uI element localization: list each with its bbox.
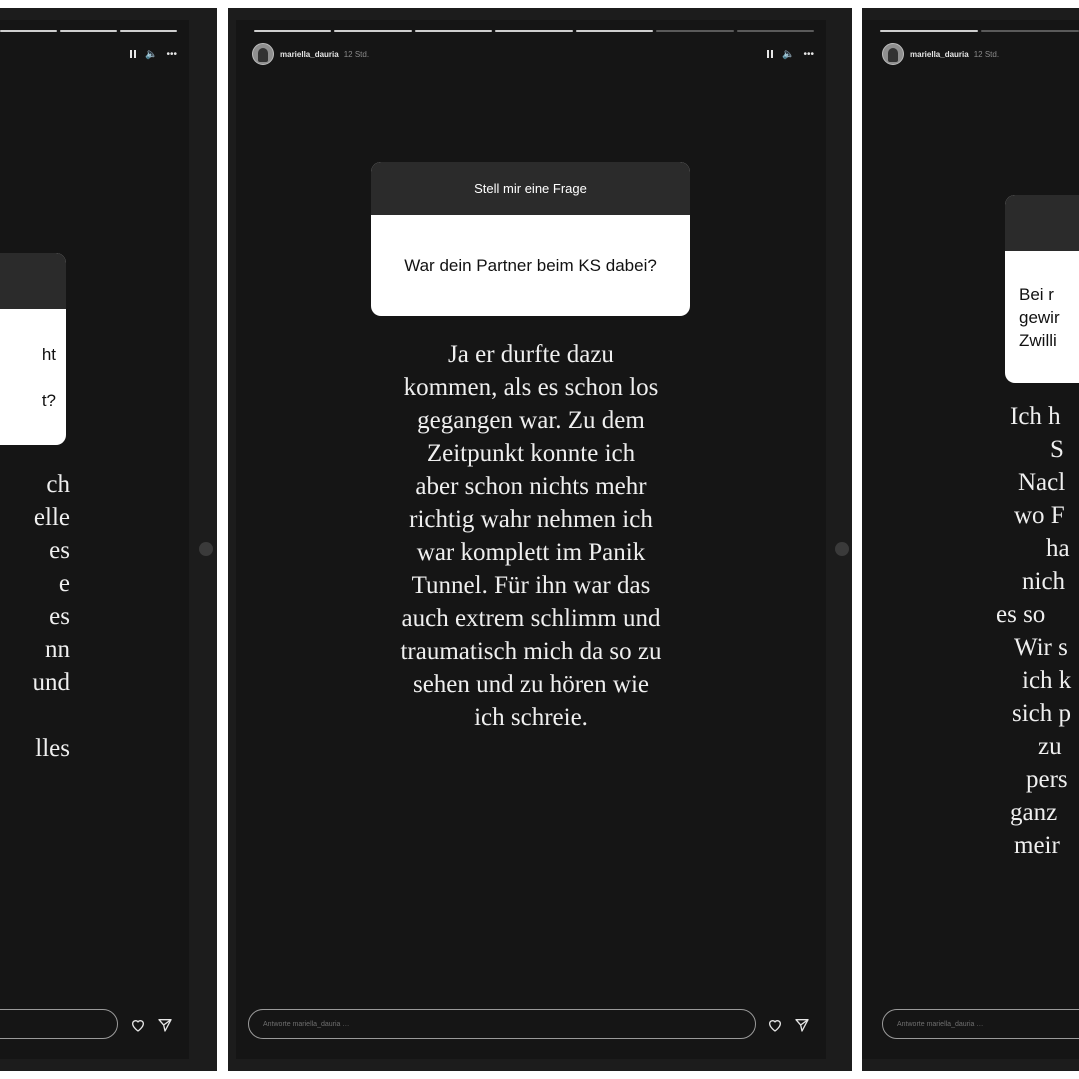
answer-text [351,338,711,734]
answer-line [0,699,70,732]
answer-line: elle [33,504,70,531]
question-sticker-header [0,253,66,309]
answer-line: zu [1038,733,1062,760]
question-line: Zwilli [1019,330,1057,350]
answer-line: nn [45,636,70,663]
answer-line: sehen und zu hören wie [412,671,650,698]
answer-line: Tunnel. Für ihn war das [411,572,651,599]
answer-text [0,468,70,765]
question-sticker-text: War dein Partner beim KS dabei? [404,256,657,275]
answer-text [996,400,1079,862]
answer-line: meir [1014,832,1060,859]
answer-line: pers [1026,766,1068,793]
answer-line: Zeitpunkt konnte ich [426,440,636,467]
answer-line: auch extrem schlimm und [401,605,661,632]
story-progress-bar [254,30,814,32]
username[interactable]: mariella_dauria [280,49,339,59]
username[interactable]: mariella_dauria [910,49,969,59]
next-story-arrow[interactable] [199,542,213,556]
question-sticker [371,162,690,316]
answer-line: ch [46,471,70,498]
post-time: 12 Std. [343,49,370,59]
question-line: gewir [1019,307,1060,327]
reply-input[interactable]: Antworte mariella_dauria … [248,1009,756,1039]
question-sticker-header [1005,195,1079,251]
next-story-arrow[interactable] [835,542,849,556]
question-sticker [1005,195,1079,383]
answer-line: S [1050,436,1064,463]
story-frame [0,20,189,1059]
answer-line: e [58,570,70,597]
answer-line: gegangen war. Zu dem [417,407,645,434]
answer-line: richtig wahr nehmen ich [409,506,653,533]
heart-icon[interactable] [767,1017,783,1033]
question-sticker [0,253,66,445]
story-progress-bar [880,30,1079,32]
story-header [252,42,814,66]
story-header [882,42,1067,66]
question-sticker-text [0,309,66,445]
answer-line: Ich h [1010,403,1061,430]
answer-line: lles [35,735,70,762]
more-options-icon[interactable]: ••• [166,48,177,60]
answer-line: es [49,603,70,630]
story-header [0,42,177,66]
answer-line: und [32,669,70,696]
heart-icon[interactable] [130,1017,146,1033]
answer-line: ha [1046,535,1070,562]
answer-line: war komplett im Panik [416,539,646,566]
pause-icon[interactable] [767,50,773,58]
question-sticker-text [1005,251,1079,383]
answer-line: ich schreie. [474,704,588,731]
volume-icon[interactable]: 🔈 [145,48,158,60]
reply-input[interactable] [0,1009,118,1039]
story-progress-bar [0,30,177,32]
answer-line: ich k [1022,667,1072,694]
volume-icon[interactable]: 🔈 [782,48,795,60]
more-options-icon[interactable]: ••• [803,48,814,60]
answer-line: es [49,537,70,564]
answer-line: wo F [1014,502,1065,529]
story-panel-left [0,8,217,1071]
answer-line: aber schon nichts mehr [415,473,647,500]
send-icon[interactable] [157,1017,173,1033]
story-panel-right [862,8,1079,1071]
story-panel-center [228,8,852,1071]
answer-line: es so [996,601,1046,628]
avatar[interactable] [882,43,904,65]
story-frame [862,20,1079,1059]
pause-icon[interactable] [130,50,136,58]
send-icon[interactable] [794,1017,810,1033]
question-line: ht [41,344,56,364]
answer-line: nich [1022,568,1066,595]
question-line: Bei r [1019,284,1054,304]
answer-line: traumatisch mich da so zu [400,638,662,665]
answer-line: Wir s [1014,634,1068,661]
avatar[interactable] [252,43,274,65]
reply-input[interactable]: Antworte mariella_dauria … [882,1009,1079,1039]
answer-line: ganz [1010,799,1058,826]
story-frame [236,20,826,1059]
answer-line: Ja er durfte dazu [448,341,614,368]
story-controls [130,49,177,60]
answer-line: sich p [1012,700,1072,727]
answer-line: kommen, als es schon los [403,374,659,401]
question-sticker-header: Stell mir eine Frage [371,162,690,215]
post-time: 12 Std. [973,49,1000,59]
question-line: t? [41,390,56,410]
answer-line: Nacl [1018,469,1066,496]
story-controls [767,49,814,60]
